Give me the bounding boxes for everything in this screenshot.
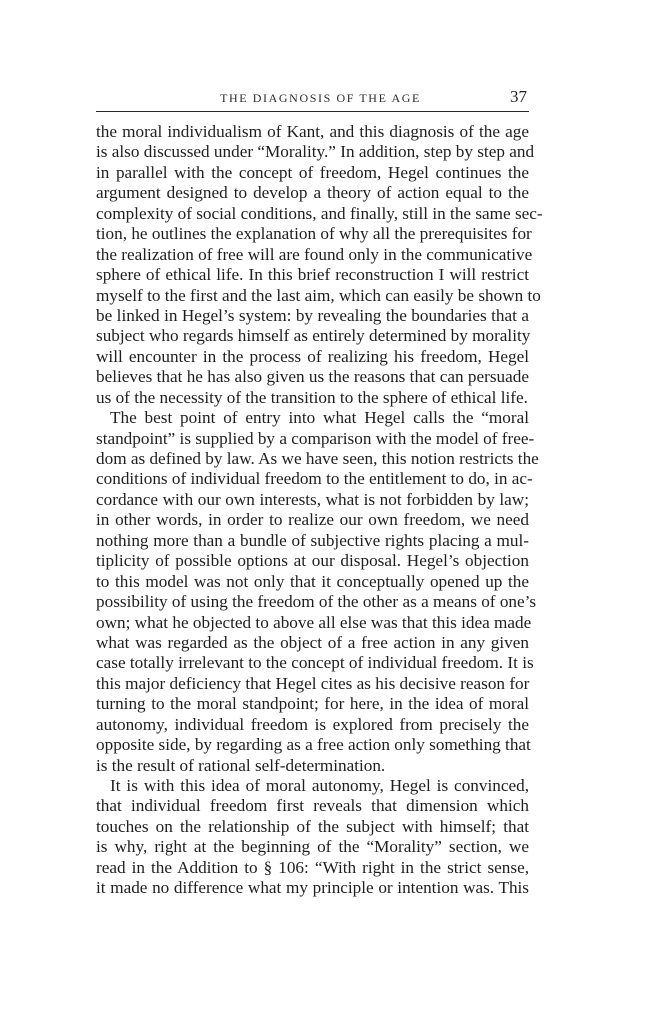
text-line: dom as defined by law. As we have seen, this notion restricts the xyxy=(96,449,539,468)
text-line: read in the Addition to § 106: “With right in the strict sense, xyxy=(96,857,529,877)
text-line: tiplicity of possible options at our disposal. Hegel’s objection xyxy=(96,551,529,571)
text-line: nothing more than a bundle of subjective rights placing a mul- xyxy=(96,530,529,550)
text-line: that individual freedom first reveals that dimension which xyxy=(96,796,529,816)
text-line: myself to the first and the last aim, which can easily be shown to xyxy=(96,285,541,305)
running-head: THE DIAGNOSIS OF THE AGE xyxy=(220,91,421,105)
text-line: sphere of ethical life. In this brief reconstruction I will restrict xyxy=(96,265,529,285)
text-line: It is with this idea of moral autonomy, Hegel is convinced, xyxy=(110,776,529,795)
text-line: autonomy, individual freedom is explored from precisely the xyxy=(96,714,529,734)
text-line: turning to the moral standpoint; for here, in the idea of moral xyxy=(96,694,529,714)
text-line: is also discussed under “Morality.” In addition, step by step and xyxy=(96,142,535,162)
text-line: this major deficiency that Hegel cites as his decisive reason for xyxy=(96,673,530,693)
text-line: will encounter in the process of realizing his freedom, Hegel xyxy=(96,346,529,366)
text-line: it made no difference what my principle or intention was. This xyxy=(96,878,529,898)
text-line: us of the necessity of the transition to the sphere of ethical life. xyxy=(96,387,528,407)
text-line: standpoint” is supplied by a comparison with the model of free- xyxy=(96,428,535,448)
text-line: the realization of free will are found only in the communicative xyxy=(96,244,533,264)
body-text xyxy=(96,122,543,899)
text-line: the moral individualism of Kant, and this diagnosis of the age xyxy=(96,122,529,141)
text-line: tion, he outlines the explanation of why all the prerequisites for xyxy=(96,224,532,244)
text-line: in parallel with the concept of freedom, Hegel continues the xyxy=(96,162,529,182)
text-line: be linked in Hegel’s system: by revealing the boundaries that a xyxy=(96,305,529,325)
text-line: possibility of using the freedom of the other as a means of one’s xyxy=(96,592,537,612)
text-line: The best point of entry into what Hegel calls the “moral xyxy=(110,408,529,428)
text-line: subject who regards himself as entirely determined by morality xyxy=(96,326,531,346)
text-line: touches on the relationship of the subject with himself; that xyxy=(96,816,529,836)
text-line: to this model was not only that it conceptually opened up the xyxy=(96,571,529,591)
text-line: opposite side, by regarding as a free action only something that xyxy=(96,735,531,755)
page-header xyxy=(96,87,529,112)
text-line: cordance with our own interests, what is not forbidden by law; xyxy=(96,489,529,509)
text-line: complexity of social conditions, and finally, still in the same sec- xyxy=(96,203,543,223)
text-line: conditions of individual freedom to the entitlement to do, in ac- xyxy=(96,469,533,489)
text-line: argument designed to develop a theory of action equal to the xyxy=(96,183,529,203)
text-line: in other words, in order to realize our own freedom, we need xyxy=(96,510,529,530)
text-line: is why, right at the beginning of the “Morality” section, we xyxy=(96,837,529,857)
text-line: what was regarded as the object of a free action in any given xyxy=(96,632,529,652)
text-line: case totally irrelevant to the concept of individual freedom. It is xyxy=(96,653,534,673)
text-line: believes that he has also given us the reasons that can persuade xyxy=(96,367,529,387)
page-number: 37 xyxy=(510,87,527,106)
text-line: own; what he objected to above all else was that this idea made xyxy=(96,612,532,632)
text-line: is the result of rational self-determination. xyxy=(96,755,386,775)
